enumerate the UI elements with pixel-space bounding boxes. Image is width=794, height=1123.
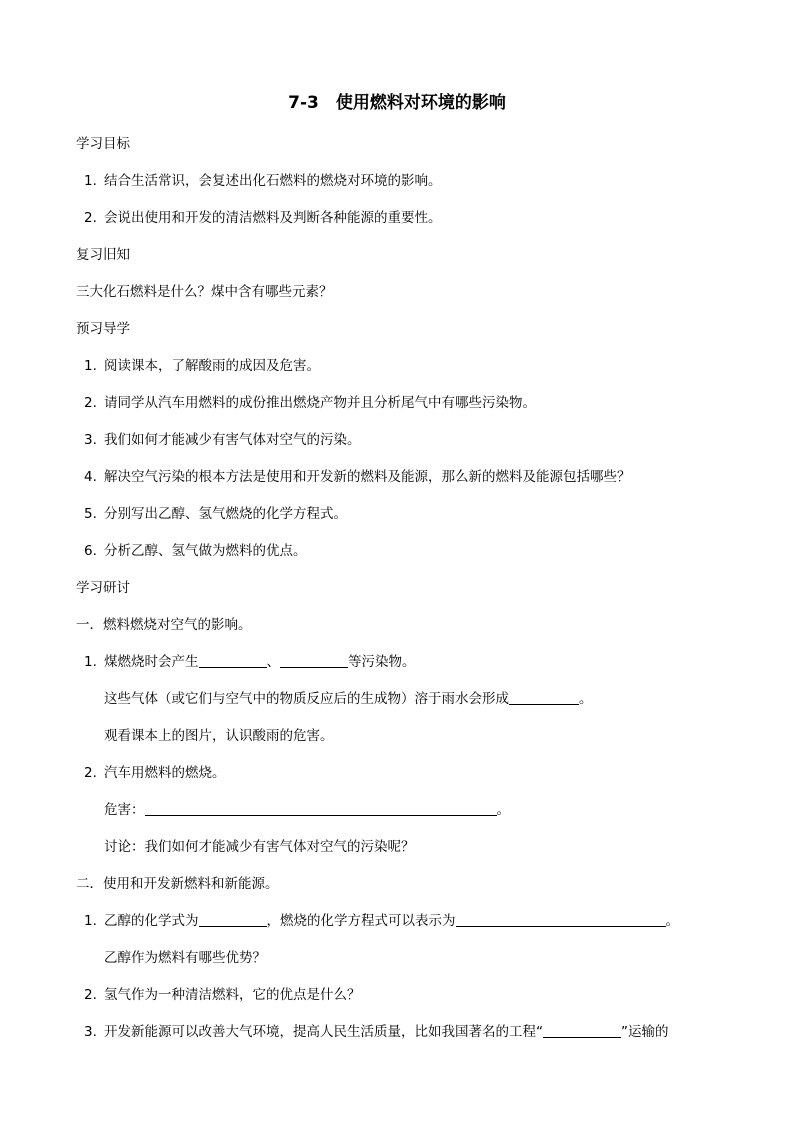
- fill-blank[interactable]: [199, 912, 267, 927]
- page-title: 7-3 使用燃料对环境的影响: [288, 93, 506, 113]
- item-text: 氢气作为一种清洁燃料，它的优点是什么？: [104, 987, 361, 1003]
- preview-item-4: [84, 467, 631, 487]
- section-heading-review: 复习旧知: [76, 247, 130, 263]
- part-heading-1: 一．燃料燃烧对空气的影响。: [76, 617, 252, 633]
- section-heading-goals: 学习目标: [76, 136, 130, 152]
- fill-blank[interactable]: [509, 690, 579, 705]
- fill-blank[interactable]: [543, 1023, 621, 1038]
- item-number: 2.: [84, 765, 97, 781]
- item-number: 1.: [84, 913, 97, 929]
- item-text: 等污染物。: [348, 654, 416, 670]
- item-text: 分析乙醇、氢气做为燃料的优点。: [104, 543, 307, 559]
- item-text: 阅读课本，了解酸雨的成因及危害。: [104, 358, 320, 374]
- goal-item-1: [84, 171, 442, 191]
- item-text: 。: [665, 913, 679, 929]
- fill-blank[interactable]: [456, 912, 666, 927]
- item-number: 4.: [84, 469, 97, 485]
- item-text: 危害：: [104, 802, 145, 818]
- item-number: 2.: [84, 987, 97, 1003]
- item-text: 这些气体（或它们与空气中的物质反应后的生成物）溶于雨水会形成: [104, 691, 509, 707]
- review-question: 三大化石燃料是什么？煤中含有哪些元素？: [76, 284, 333, 300]
- goal-item-2: [84, 208, 442, 228]
- item-text: ”运输的: [621, 1024, 669, 1040]
- item-text: 汽车用燃料的燃烧。: [104, 765, 226, 781]
- item-number: 1.: [84, 654, 97, 670]
- item-text: 分别写出乙醇、氢气燃烧的化学方程式。: [104, 506, 347, 522]
- item-number: 2.: [84, 210, 97, 226]
- item-number: 6.: [84, 543, 97, 559]
- item-text: 请同学从汽车用燃料的成份推出燃烧产物并且分析尾气中有哪些污染物。: [104, 395, 536, 411]
- item-text: 煤燃烧时会产生: [104, 654, 199, 670]
- item-text: 我们如何才能减少有害气体对空气的污染。: [104, 432, 361, 448]
- study-item-2-harm: [104, 800, 510, 820]
- section-heading-study: 学习研讨: [76, 580, 130, 596]
- study-item-1-line-2: [104, 689, 593, 709]
- item-number: 3.: [84, 1024, 97, 1040]
- study-item-2-discuss: 讨论：我们如何才能减少有害气体对空气的污染呢？: [104, 839, 415, 855]
- preview-item-5: [84, 504, 347, 524]
- fill-blank[interactable]: [145, 801, 497, 816]
- item-text: ，燃烧的化学方程式可以表示为: [266, 913, 456, 929]
- item-number: 1.: [84, 173, 97, 189]
- study-item-2: [84, 763, 226, 783]
- item-text: 会说出使用和开发的清洁燃料及判断各种能源的重要性。: [104, 210, 442, 226]
- item-text: 、: [266, 654, 280, 670]
- part-heading-2: 二．使用和开发新燃料和新能源。: [76, 876, 279, 892]
- study-item-1-line-3: 观看课本上的图片，认识酸雨的危害。: [104, 728, 334, 744]
- item-text: 开发新能源可以改善大气环境，提高人民生活质量，比如我国著名的工程“: [104, 1024, 543, 1040]
- preview-item-1: [84, 356, 320, 376]
- fill-blank[interactable]: [199, 653, 267, 668]
- preview-item-3: [84, 430, 361, 450]
- study2-item-2: [84, 985, 361, 1005]
- item-number: 3.: [84, 432, 97, 448]
- item-number: 1.: [84, 358, 97, 374]
- study2-item-3: [84, 1022, 669, 1042]
- preview-item-6: [84, 541, 307, 561]
- item-text: 。: [579, 691, 593, 707]
- section-heading-preview: 预习导学: [76, 321, 130, 337]
- item-number: 5.: [84, 506, 97, 522]
- study-item-1: [84, 652, 416, 672]
- item-text: 结合生活常识，会复述出化石燃料的燃烧对环境的影响。: [104, 173, 442, 189]
- item-number: 2.: [84, 395, 97, 411]
- study2-item-1: [84, 911, 679, 931]
- item-text: 。: [496, 802, 510, 818]
- item-text: 解决空气污染的根本方法是使用和开发新的燃料及能源，那么新的燃料及能源包括哪些？: [104, 469, 631, 485]
- preview-item-2: [84, 393, 536, 413]
- fill-blank[interactable]: [280, 653, 348, 668]
- item-text: 乙醇的化学式为: [104, 913, 199, 929]
- study2-item-1-line-2: 乙醇作为燃料有哪些优势？: [104, 950, 266, 966]
